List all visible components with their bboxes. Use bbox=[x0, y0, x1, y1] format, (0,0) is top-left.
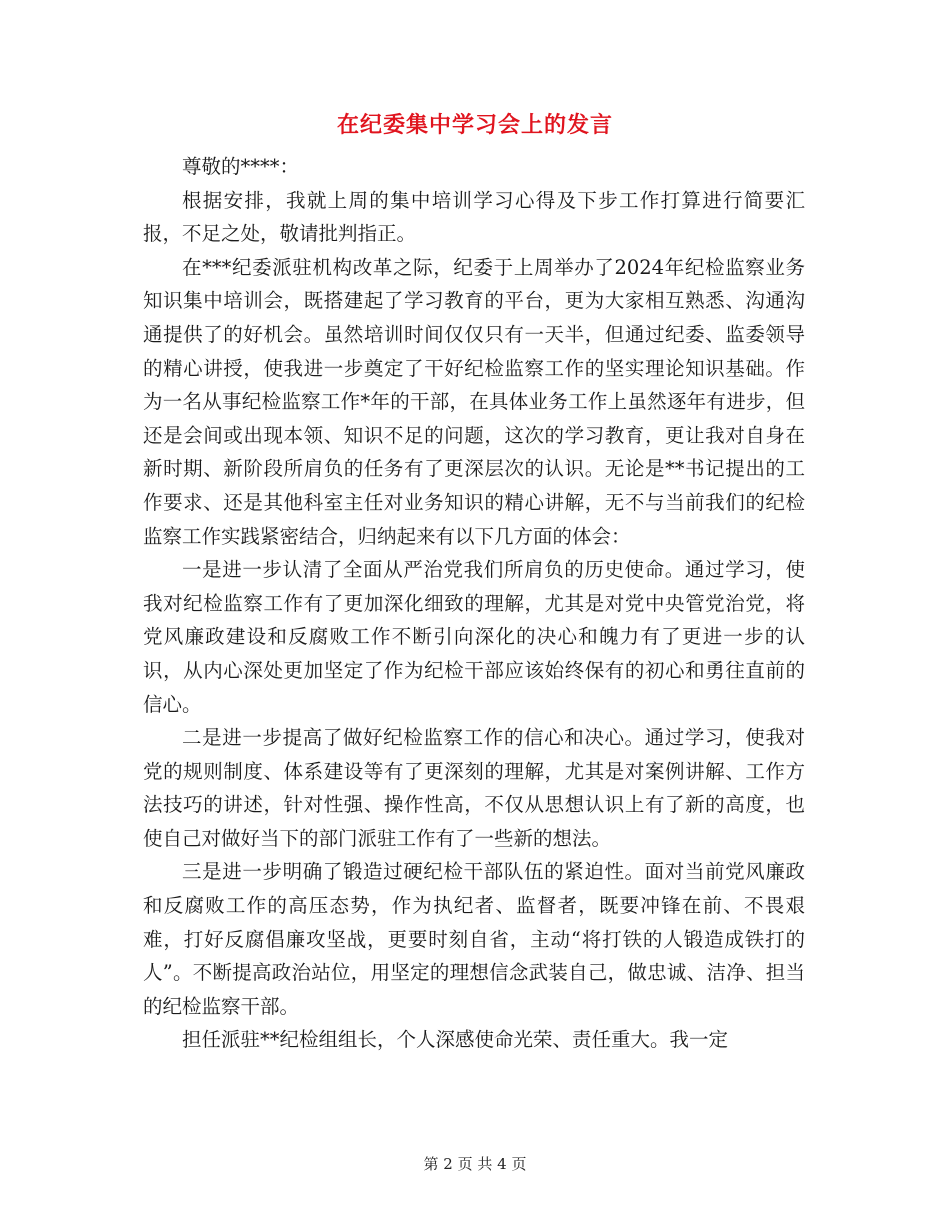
training-summary-paragraph: 在***纪委派驻机构改革之际，纪委于上周举办了2024年纪检监察业务知识集中培训会，既搭建起了学习教育的平台，更为大家相互熟悉、沟通沟通提供了的好机会。虽然培训时间仅仅只有一天半，但通过纪委、监委领导的精心讲授，使我进一步奠定了干好纪检监察工作的坚实理论知识基础。作为一名从事纪检监察工作*年的干部，在具体业务工作上虽然逐年有进步，但还是会间或出现本领、知识不足的问题，这次的学习教育，更让我对自身在新时期、新阶段所肩负的任务有了更深层次的认识。无论是**书记提出的工作要求、还是其他科室主任对业务知识的精心讲解，无不与当前我们的纪检监察工作实践紧密结合，归纳起来有以下几方面的体会： bbox=[143, 255, 805, 548]
intro-paragraph: 根据安排，我就上周的集中培训学习心得及下步工作打算进行简要汇报，不足之处，敬请批判指正。 bbox=[143, 188, 805, 246]
point-three-paragraph: 三是进一步明确了锻造过硬纪检干部队伍的紧迫性。面对当前党风廉政和反腐败工作的高压态势，作为执纪者、监督者，既要冲锋在前、不畏艰难，打好反腐倡廉攻坚战，更要时刻自省，主动“将打铁的人锻造成铁打的人”。不断提高政治站位，用坚定的理想信念武装自己，做忠诚、洁净、担当的纪检监察干部。 bbox=[143, 860, 805, 1018]
page-number-footer: 第 2 页 共 4 页 bbox=[423, 1155, 527, 1173]
point-one-paragraph: 一是进一步认清了全面从严治党我们所肩负的历史使命。通过学习，使我对纪检监察工作有了更加深化细致的理解，尤其是对党中央管党治党，将党风廉政建设和反腐败工作不断引向深化的决心和魄力有了更进一步的认识，从内心深处更加坚定了作为纪检干部应该始终保有的初心和勇往直前的信心。 bbox=[143, 558, 805, 716]
document-body bbox=[143, 150, 805, 1057]
document-title: 在纪委集中学习会上的发言 bbox=[336, 113, 613, 138]
salutation-paragraph: 尊敬的****： bbox=[182, 155, 300, 178]
point-two-paragraph: 二是进一步提高了做好纪检监察工作的信心和决心。通过学习，使我对党的规则制度、体系建设等有了更深刻的理解，尤其是对案例讲解、工作方法技巧的讲述，针对性强、操作性高，不仅从思想认识上有了新的高度，也使自己对做好当下的部门派驻工作有了一些新的想法。 bbox=[143, 726, 805, 850]
closing-paragraph: 担任派驻**纪检组组长，个人深感使命光荣、责任重大。我一定 bbox=[182, 1028, 729, 1052]
